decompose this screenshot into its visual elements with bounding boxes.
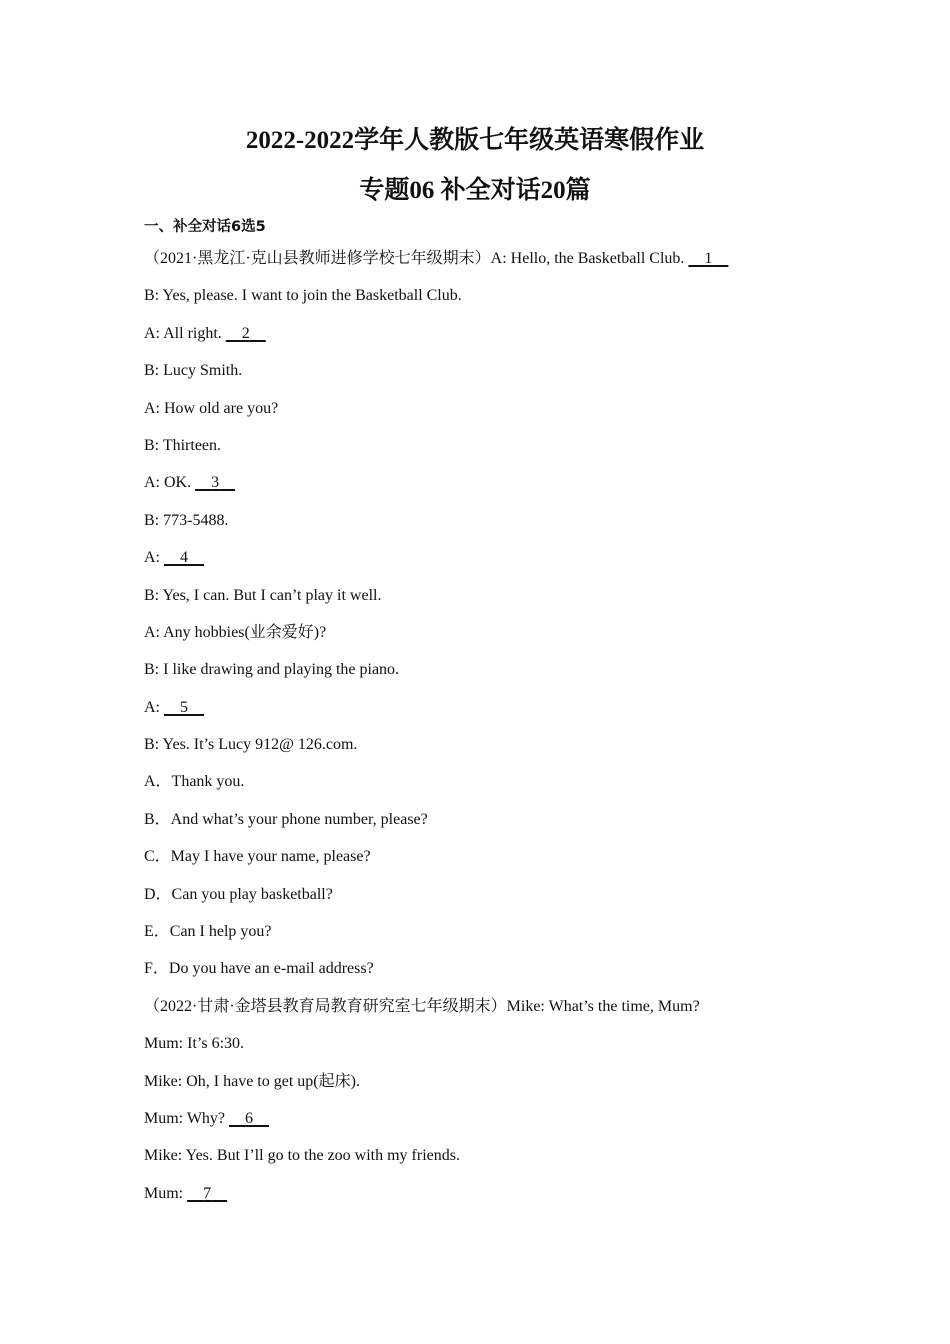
line-text: A: All right. [144, 324, 226, 342]
dialogue-line-with-blank [144, 698, 824, 735]
dialogue-line-with-blank [144, 1109, 824, 1146]
dialogue-line [144, 399, 824, 436]
answer-blank [164, 548, 204, 568]
line-text: A: [144, 549, 164, 567]
dialogue-line [144, 772, 824, 809]
line-text: A．Thank you. [144, 773, 245, 791]
line-text: B: Thirteen. [144, 436, 222, 454]
blank-number: 3 [211, 474, 220, 492]
dialogue-line [144, 511, 824, 548]
dialogue-line-with-blank [144, 473, 824, 510]
line-text: D．Can you play basketball? [144, 885, 333, 903]
dialogue-line [144, 623, 824, 660]
blank-number: 4 [180, 549, 188, 567]
document-title: 2022-2022学年人教版七年级英语寒假作业 [245, 127, 705, 154]
line-text: A: OK. [144, 474, 196, 492]
line-text: （2021·黑龙江·克山县教师进修学校七年级期末）A: Hello, the Basketball Club. [144, 250, 689, 267]
dialogue-line [144, 922, 824, 959]
line-text: B: Yes, I can. But I can’t play it well. [144, 586, 382, 604]
line-text: A: [144, 698, 164, 716]
line-text: C．May I have your name, please? [144, 848, 371, 866]
dialogue-line [144, 959, 824, 996]
dialogue-line [144, 1146, 824, 1183]
line-text: B: Yes, please. I want to join the Basketball Club. [144, 287, 462, 305]
blank-number: 7 [203, 1184, 212, 1202]
dialogue-line [144, 810, 824, 847]
line-text: F．Do you have an e-mail address? [144, 960, 374, 978]
answer-blank [195, 473, 235, 493]
dialogue-line [144, 735, 824, 772]
document-subtitle: 专题06 补全对话20篇 [359, 177, 591, 204]
dialogue-line [144, 1072, 824, 1109]
line-text: Mum: It’s 6:30. [144, 1035, 245, 1053]
line-text: Mum: Why? [144, 1109, 230, 1127]
dialogue-line-with-blank [144, 1184, 824, 1221]
blank-number: 1 [704, 250, 713, 267]
dialogue-line [144, 885, 824, 922]
line-text: Mike: Oh, I have to get up(起床). [144, 1072, 360, 1090]
dialogue-line [144, 997, 824, 1034]
dialogue-line [144, 586, 824, 623]
answer-blank [187, 1184, 227, 1204]
answer-blank [688, 249, 728, 269]
dialogue-line [144, 847, 824, 884]
dialogue-line [144, 1034, 824, 1071]
line-text: A: Any hobbies(业余爱好)? [144, 623, 327, 641]
dialogue-text [144, 249, 824, 1221]
dialogue-line [144, 436, 824, 473]
blank-number: 5 [180, 698, 188, 716]
line-text: Mike: Yes. But I’ll go to the zoo with my friends. [144, 1147, 460, 1165]
line-text: A: How old are you? [144, 399, 279, 417]
blank-number: 6 [245, 1109, 254, 1127]
line-text: B: Yes. It’s Lucy 912@ 126.com. [144, 736, 358, 754]
line-text: B: I like drawing and playing the piano. [144, 661, 400, 679]
line-text: B．And what’s your phone number, please? [144, 810, 428, 828]
dialogue-line [144, 660, 824, 697]
dialogue-line [144, 361, 824, 398]
line-text: B: 773-5488. [144, 511, 229, 529]
answer-blank [229, 1109, 269, 1129]
section-heading: 一、补全对话6选5 [144, 219, 266, 235]
line-text: （2022·甘肃·金塔县教育局教育研究室七年级期末）Mike: What’s the time, Mum? [144, 997, 700, 1015]
answer-blank [164, 698, 204, 718]
line-text: B: Lucy Smith. [144, 362, 243, 380]
dialogue-line-with-blank [144, 249, 824, 286]
answer-blank [226, 324, 266, 344]
dialogue-line-with-blank [144, 324, 824, 361]
blank-number: 2 [241, 324, 250, 342]
line-text: Mum: [144, 1184, 188, 1202]
line-text: E．Can I help you? [144, 923, 272, 941]
dialogue-line-with-blank [144, 548, 824, 585]
dialogue-line [144, 286, 824, 323]
